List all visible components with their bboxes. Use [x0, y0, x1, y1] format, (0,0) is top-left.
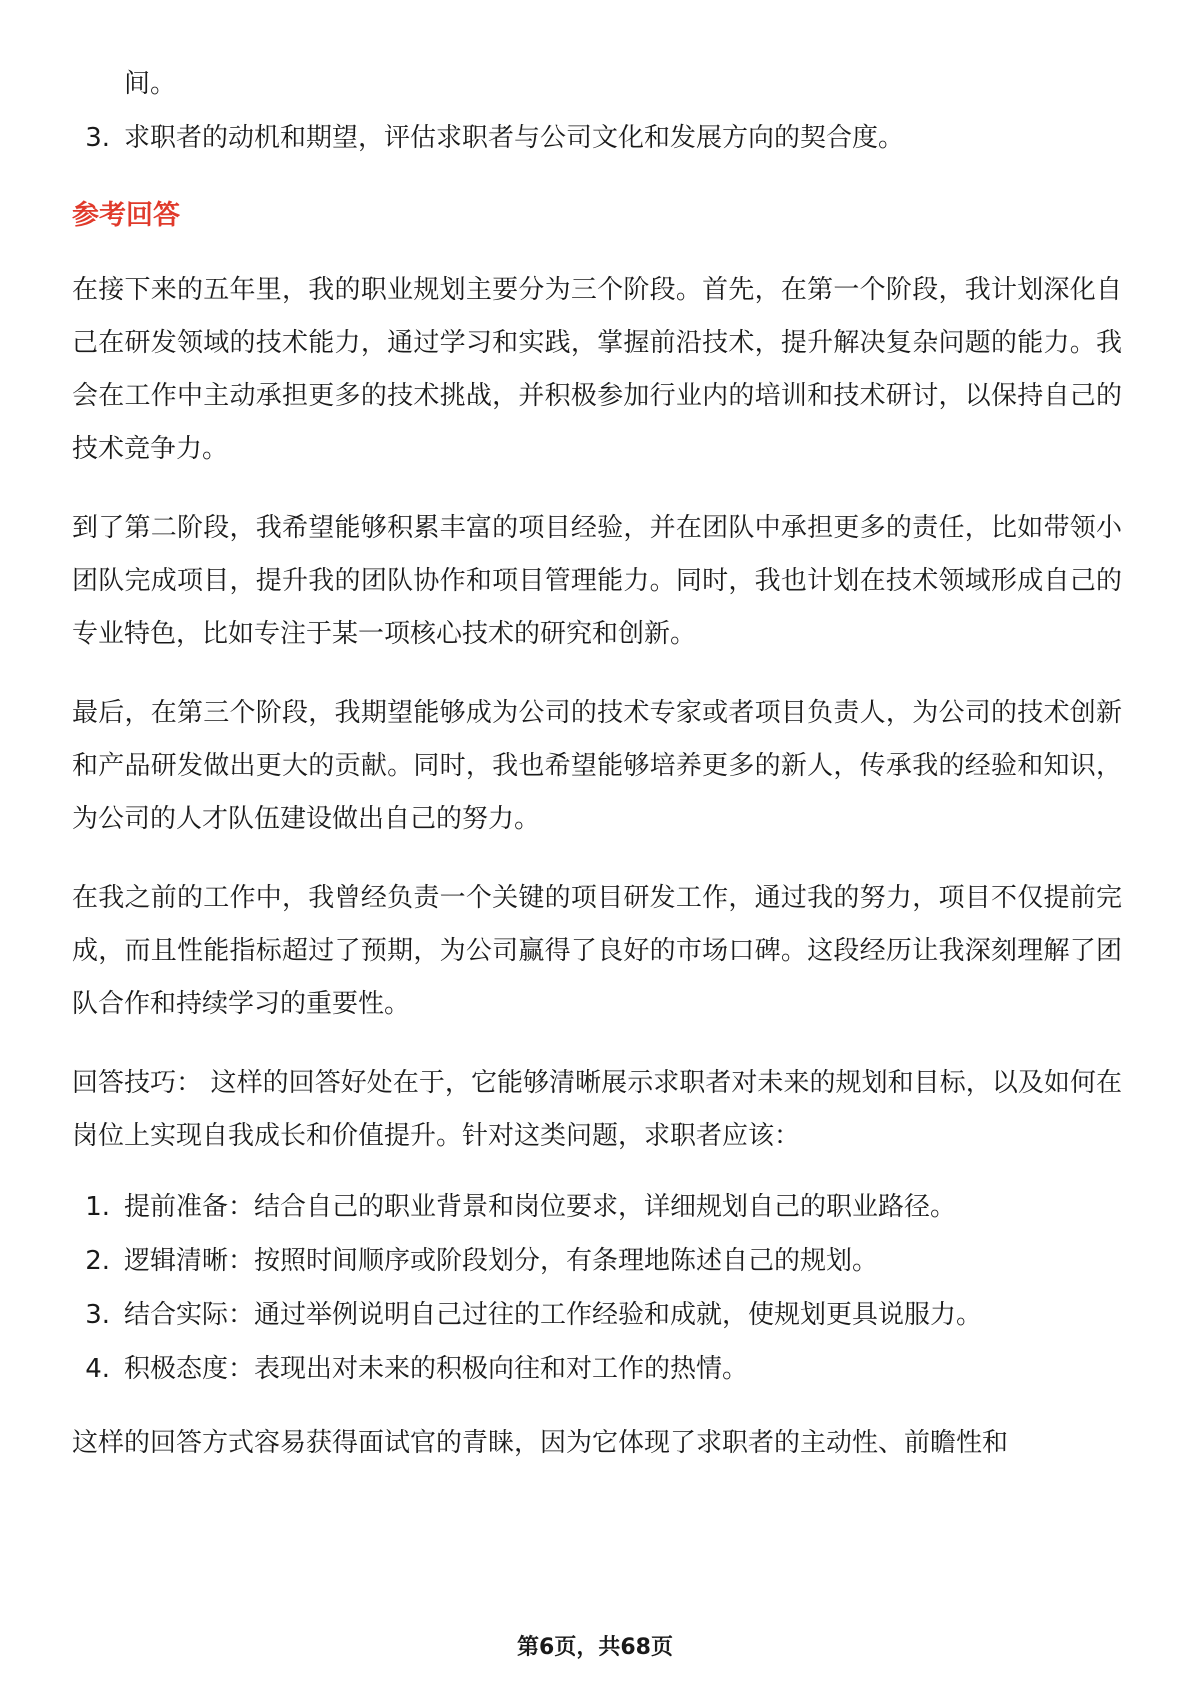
section-heading: 参考回答 [72, 200, 180, 231]
list-number: 4. [85, 1354, 110, 1384]
list-item-text: 逻辑清晰：按照时间顺序或阶段划分，有条理地陈述自己的规划。 [124, 1246, 879, 1276]
list-item [72, 1243, 1122, 1279]
list-item-text: 积极态度：表现出对未来的积极向往和对工作的热情。 [124, 1354, 749, 1384]
list-item [72, 1297, 1122, 1333]
list-item-text: 结合实际：通过举例说明自己过往的工作经验和成就，使规划更具说服力。 [124, 1300, 983, 1330]
answer-paragraph: 在接下来的五年里，我的职业规划主要分为三个阶段。首先，在第一个阶段，我计划深化自己在研发领域的技术能力，通过学习和实践，掌握前沿技术，提升解决复杂问题的能力。我会在工作中主动承担更多的技术挑战，并积极参加行业内的培训和技术研讨，以保持自己的技术竞争力。 [72, 275, 1122, 464]
list-number: 2. [85, 1246, 110, 1276]
list-item-continuation: 间。 [124, 69, 177, 99]
answer-paragraph: 到了第二阶段，我希望能够积累丰富的项目经验，并在团队中承担更多的责任，比如带领小团队完成项目，提升我的团队协作和项目管理能力。同时，我也计划在技术领域形成自己的专业特色，比如专注于某一项核心技术的研究和创新。 [72, 513, 1122, 649]
list-item [72, 120, 1122, 156]
list-item [72, 1189, 1122, 1225]
list-number: 1. [85, 1192, 110, 1222]
list-item-text: 提前准备：结合自己的职业背景和岗位要求，详细规划自己的职业路径。 [124, 1192, 957, 1222]
page-number: 第6页，共68页 [517, 1635, 673, 1660]
tips-intro-paragraph: 回答技巧： 这样的回答好处在于，它能够清晰展示求职者对未来的规划和目标，以及如何在岗位上实现自我成长和价值提升。针对这类问题，求职者应该： [72, 1068, 1122, 1151]
list-number: 3. [85, 123, 110, 153]
list-number: 3. [85, 1300, 110, 1330]
list-item [72, 1351, 1122, 1387]
list-item-text: 求职者的动机和期望，评估求职者与公司文化和发展方向的契合度。 [124, 123, 905, 153]
page-content [72, 66, 1122, 1470]
closing-paragraph: 这样的回答方式容易获得面试官的青睐，因为它体现了求职者的主动性、前瞻性和 [72, 1428, 1009, 1458]
answer-paragraph: 在我之前的工作中，我曾经负责一个关键的项目研发工作，通过我的努力，项目不仅提前完成，而且性能指标超过了预期，为公司赢得了良好的市场口碑。这段经历让我深刻理解了团队合作和持续学习的重要性。 [72, 883, 1122, 1019]
answer-paragraph: 最后，在第三个阶段，我期望能够成为公司的技术专家或者项目负责人，为公司的技术创新和产品研发做出更大的贡献。同时，我也希望能够培养更多的新人，传承我的经验和知识，为公司的人才队伍建设做出自己的努力。 [72, 698, 1122, 834]
tips-list [72, 1189, 1122, 1387]
